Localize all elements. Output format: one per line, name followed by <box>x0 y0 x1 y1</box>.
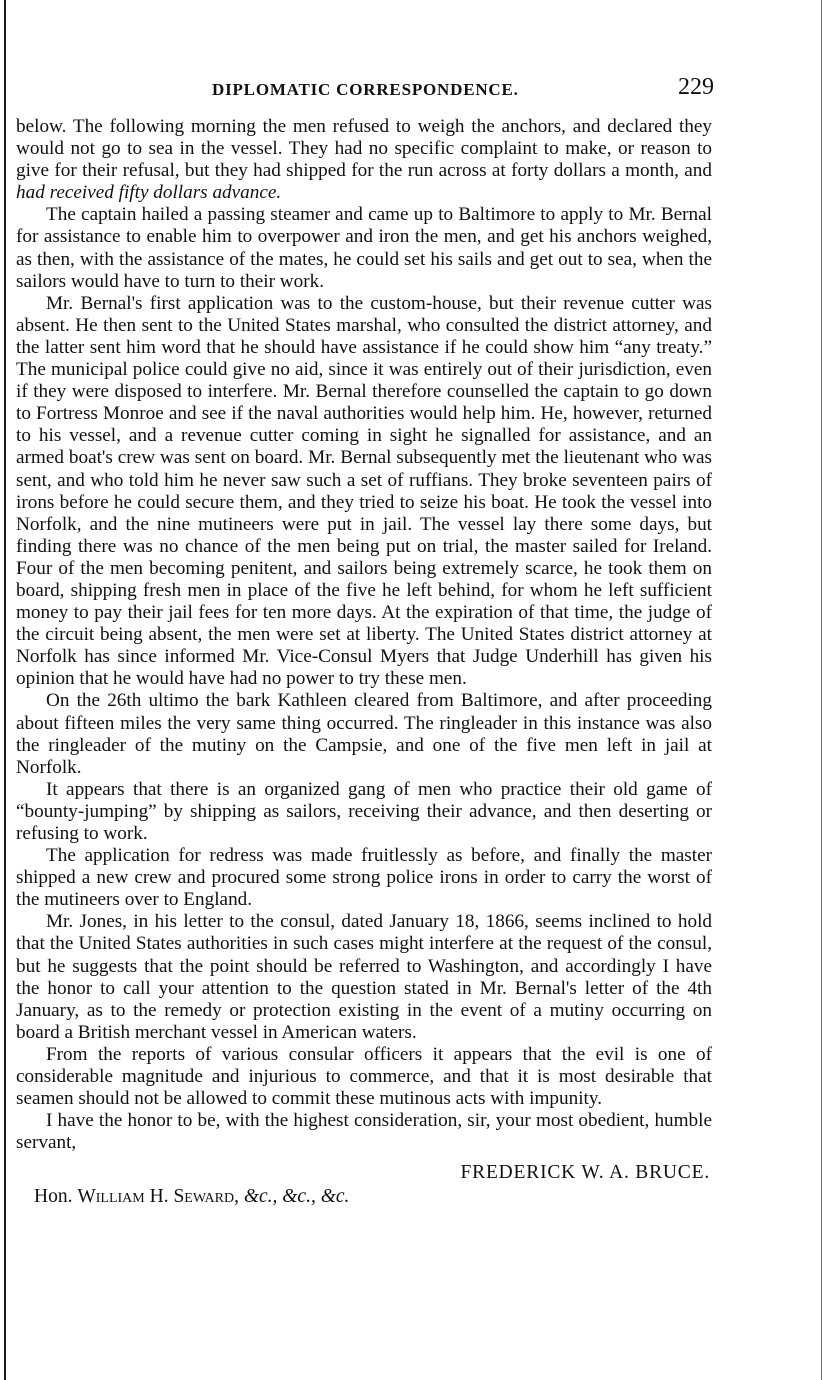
paragraph-7: Mr. Jones, in his letter to the consul, dated January 18, 1866, seems inclined to hold that the United States authorities in such cases might interfere at the request of the consul, but he suggests that the point should be referred to Washington, and accordingly I have the honor to call your attention to the question stated in Mr. Bernal's letter of the 4th January, as to the remedy or protection existing in the event of a mutiny occurring on board a British merchant vessel in American waters. <box>16 911 712 1043</box>
document-page <box>16 72 712 1208</box>
running-head: DIPLOMATIC CORRESPONDENCE. <box>212 80 519 99</box>
addressee <box>16 1186 712 1208</box>
paragraph-8: From the reports of various consular officers it appears that the evil is one of considerable magnitude and injurious to commerce, and that it is most desirable that seamen should not be allowed to commit these mutinous acts with impunity. <box>16 1043 712 1110</box>
paragraph-1 <box>16 116 712 204</box>
paragraph-6: The application for redress was made fruitlessly as before, and finally the master shipped a new crew and procured some strong police irons in order to carry the worst of the mutineers over to England. <box>16 845 712 911</box>
paragraph-1-text: below. The following morning the men refused to weigh the anchors, and declared they would not go to sea in the vessel. They had no specific complaint to make, or reason to give for their refusal, but they had shipped for the run across at forty dollars a month, and <box>16 116 712 182</box>
paragraph-3: Mr. Bernal's first application was to the custom-house, but their revenue cutter was absent. He then sent to the United States marshal, who consulted the district attorney, and the latter sent him word that he should have assistance if he could show him “any treaty.” The municipal police could give no aid, since it was entirely out of their jurisdiction, even if they were disposed to interfere. Mr. Bernal therefore counselled the captain to go down to Fortress Monroe and see if the naval authorities would help him. He, however, returned to his vessel, and a revenue cutter coming in sight he signalled for assistance, and an armed boat's crew was sent on board. Mr. Bernal subsequently met the lieutenant who was sent, and who told him he never saw such a set of ruffians. They broke seventeen pairs of irons before he could secure them, and they tried to seize his boat. He took the vessel into Norfolk, and the nine mutineers were put in jail. The vessel lay there some days, but finding there was no chance of the men being put on trial, the master sailed for Ireland. Four of the men becoming penitent, and sailors being extremely scarce, he took them on board, shipping fresh men in place of the five he left behind, for whom he left sufficient money to pay their jail fees for ten more days. At the expiration of that time, the judge of the circuit being absent, the men were set at liberty. The United States district attorney at Norfolk has since informed Mr. Vice-Consul Myers that Judge Underhill has given his opinion that he would have had no power to try these men. <box>16 292 712 690</box>
page-number: 229 <box>678 74 714 100</box>
page-binding-edge <box>4 0 6 1380</box>
paragraph-1-emphasis: had received fifty dollars advance. <box>16 182 282 204</box>
paragraph-2: The captain hailed a passing steamer and came up to Baltimore to apply to Mr. Bernal for assistance to enable him to overpower and iron the men, and get his anchors weighed, as then, with the assistance of the mates, he could set his sails and get out to sea, when the sailors would have to turn to their work. <box>16 204 712 292</box>
signature: FREDERICK W. A. BRUCE. <box>460 1162 710 1184</box>
paragraph-5: It appears that there is an organized gang of men who practice their old game of “bounty-jumping” by shipping as sailors, receiving their advance, and then deserting or refusing to work. <box>16 778 712 844</box>
page-right-edge <box>821 0 822 1380</box>
addressee-prefix: Hon. <box>34 1186 78 1208</box>
closing-salutation: I have the honor to be, with the highest consideration, sir, your most obedient, humble servant, <box>16 1110 712 1154</box>
letter-body <box>16 116 712 1154</box>
page-header <box>16 72 712 112</box>
addressee-name: William H. Seward <box>77 1186 235 1208</box>
paragraph-4: On the 26th ultimo the bark Kathleen cleared from Baltimore, and after proceeding about fifteen miles the very same thing occurred. The ringleader in this instance was also the ringleader of the mutiny on the Campsie, and one of the five men left in jail at Norfolk. <box>16 690 712 778</box>
addressee-suffix: , &c., &c., &c. <box>234 1186 350 1208</box>
